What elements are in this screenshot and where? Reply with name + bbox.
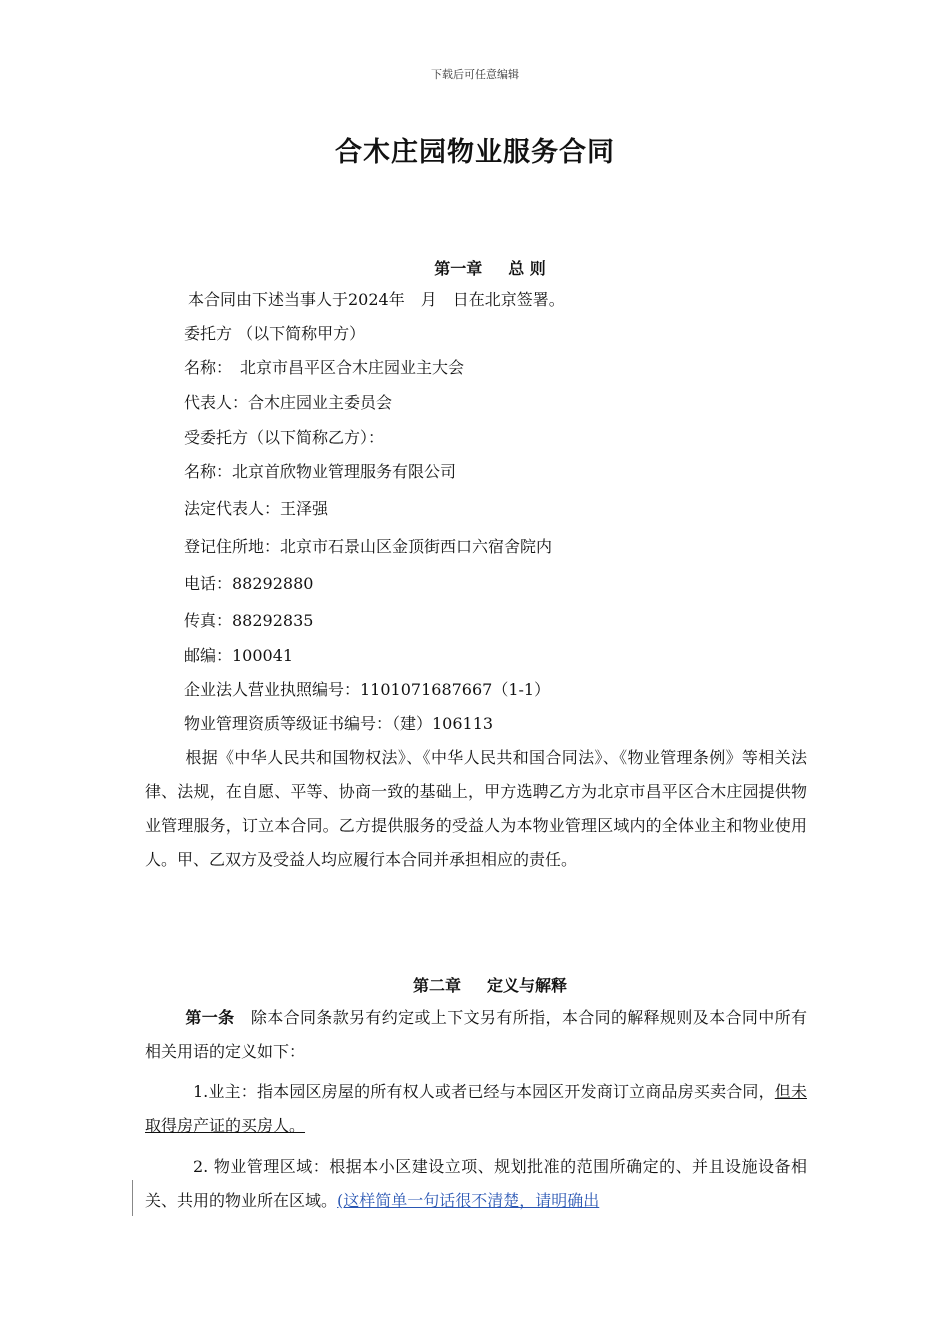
definition-2-comment[interactable]: (这样简单一句话很不清楚，请明确出 xyxy=(337,1191,600,1210)
postcode-line: 邮编：100041 xyxy=(184,646,294,665)
chapter-1-number: 第一章 xyxy=(434,259,483,278)
definition-2-paragraph xyxy=(145,1150,807,1218)
signing-line: 本合同由下述当事人于2024年 月 日在北京签署。 xyxy=(188,290,565,309)
party-a-name: 名称： 北京市昌平区合木庄园业主大会 xyxy=(184,358,465,377)
definition-1-text: 1.业主：指本园区房屋的所有权人或者已经与本园区开发商订立商品房买卖合同， xyxy=(193,1082,775,1101)
phone-line: 电话：88292880 xyxy=(184,574,314,593)
chapter-2-heading xyxy=(0,973,950,996)
party-b-name: 名称：北京首欣物业管理服务有限公司 xyxy=(184,462,457,481)
qualification-line: 物业管理资质等级证书编号：（建）106113 xyxy=(184,714,494,733)
definition-1-paragraph xyxy=(145,1075,807,1143)
chapter-1-name: 总 则 xyxy=(508,259,546,278)
revision-bar xyxy=(132,1180,133,1216)
chapter-2-name: 定义与解释 xyxy=(487,976,568,995)
registered-address: 登记住所地：北京市石景山区金顶街西口六宿舍院内 xyxy=(184,537,553,556)
business-license-line: 企业法人营业执照编号：1101071687667（1-1） xyxy=(184,680,551,699)
party-a-label: 委托方 （以下简称甲方） xyxy=(184,324,366,343)
party-a-representative: 代表人：合木庄园业主委员会 xyxy=(184,393,393,412)
definition-2-text: 2. 物业管理区域：根据本小区建设立项、规划批准的范围所确定的、并且设施设备相关、共用的物业所在区域。 xyxy=(145,1157,807,1210)
header-note: 下载后可任意编辑 xyxy=(431,68,519,81)
definition-1-underlined: 但未取得房产证的买房人。 xyxy=(145,1082,807,1135)
party-b-label: 受委托方（以下简称乙方）： xyxy=(184,428,385,447)
preamble-text: 根据《中华人民共和国物权法》、《中华人民共和国合同法》、《物业管理条例》等相关法律、法规，在自愿、平等、协商一致的基础上，甲方选聘乙方为北京市昌平区合木庄园提供物业管理服务，订立本合同。乙方提供服务的受益人为本物业管理区域内的全体业主和物业使用人。甲、乙双方及受益人均应履行本合同并承担相应的责任。 xyxy=(145,748,807,869)
document-title: 合木庄园物业服务合同 xyxy=(335,137,615,168)
preamble-paragraph xyxy=(145,741,807,877)
chapter-2-number: 第二章 xyxy=(412,976,461,995)
fax-line: 传真：88292835 xyxy=(184,611,314,630)
article-1-paragraph xyxy=(145,1001,807,1069)
article-1-text: 除本合同条款另有约定或上下文另有所指，本合同的解释规则及本合同中所有相关用语的定义如下： xyxy=(145,1008,807,1061)
article-1-label: 第一条 xyxy=(185,1008,235,1027)
chapter-1-heading xyxy=(0,256,950,279)
legal-representative: 法定代表人：王泽强 xyxy=(184,499,329,518)
